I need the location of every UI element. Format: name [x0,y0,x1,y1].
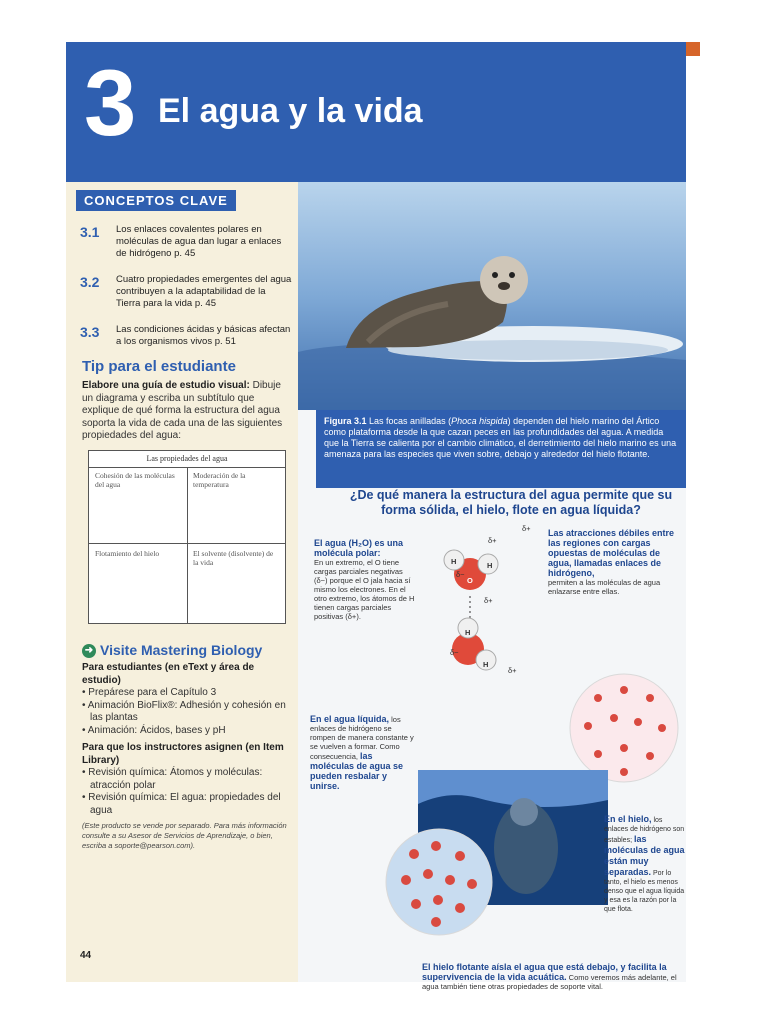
polar-molecule-label [314,538,416,621]
table-cell: Moderación de la temperatura [193,471,246,489]
atom-label: H [487,561,493,570]
chapter-number: 3 [84,50,137,155]
caption-text-a: Las focas anilladas ( [369,416,452,426]
atom-label: O [467,576,473,585]
chapter-header [66,42,686,182]
table-cell: Cohesión de las moléculas del agua [95,471,175,489]
liquid-water-title: En el agua líquida, [310,714,390,724]
textbook-page [66,42,686,991]
hydrogen-bonds-title: Las atracciones débiles entre las regiones con cargas opuestas de moléculas de agua, llamadas enlaces de hidrógeno, [548,528,675,578]
water-structure-diagram [298,518,686,982]
atom-label: H [465,628,471,637]
diagram-question: ¿De qué manera la estructura del agua permite que su forma sólida, el hielo, flote en agua líquida? [349,488,673,517]
key-concepts-sidebar [66,182,298,982]
mastering-note: (Este producto se vende por separado. Para más información consulte a su Asesor de Servicios de Aprendizaje, o bien, escriba a soporte@pearson.com). [82,821,287,850]
hydrogen-bonds-label [548,528,678,596]
tip-body: Dibuje un diagrama y escriba un subtítulo que explique de qué forma la estructura del agua soporta la vida de cada una de las siguientes propiedades del agua: [82,380,283,441]
arrow-right-icon: ➜ [82,644,96,658]
ice-label [604,814,686,914]
atom-label: H [483,660,489,669]
concept-item [80,324,290,354]
charge-label: δ+ [484,596,493,605]
liquid-water-label [310,714,414,791]
polar-molecule-text: En un extremo, el O tiene cargas parciales negativas (δ−) porque el O jala hacia sí mismo los electrones. En el otro extremo, los átomos de H tienen cargas parciales positivas (δ+). [314,558,415,621]
concept-number: 3.3 [80,324,100,340]
concept-text: Cuatro propiedades emergentes del agua contribuyen a la adaptabilidad de la Tierra para la vida p. 45 [116,274,292,309]
students-heading: Para estudiantes (en eText y área de estudio) [82,662,255,686]
properties-table [88,450,286,624]
table-divider [89,543,285,544]
concept-item [80,224,290,268]
seal-photo [298,182,686,410]
key-concepts-heading: CONCEPTOS CLAVE [76,190,236,211]
list-item: • Prepárese para el Capítulo 3 [82,687,217,698]
mastering-biology-title [82,642,262,658]
species-name: Phoca hispida [451,416,508,426]
charge-label: δ+ [488,536,497,545]
floating-ice-title: El hielo flotante aísla el agua que está debajo, y facilita la supervivencia de la vida acuática. [422,962,667,982]
table-title: Las propiedades del agua [89,451,285,468]
chapter-title: El agua y la vida [158,92,423,130]
concept-number: 3.1 [80,224,100,240]
floating-ice-label [422,962,688,991]
tip-lead: Elabore una guía de estudio visual: [82,380,250,391]
table-divider [187,467,188,623]
polar-molecule-title: El agua (H₂O) es una molécula polar: [314,538,404,558]
liquid-water-illustration [384,824,494,940]
list-item: • Animación: Ácidos, bases y pH [82,724,226,736]
ice-text: los enlaces de hidrógeno son estables; [604,817,685,844]
table-cell: El solvente (disolvente) de la vida [193,549,274,567]
page-number: 44 [80,950,92,961]
instructors-heading: Para que los instructores asignen (en Item Library) [82,742,284,766]
concept-text: Las condiciones ácidas y básicas afectan a los organismos vivos p. 51 [116,324,291,347]
charge-label: δ+ [522,524,531,533]
figure-label: Figura 3.1 [324,416,367,426]
concept-number: 3.2 [80,274,100,290]
charge-label: δ− [450,648,459,657]
mastering-title-text: Visite Mastering Biology [100,642,263,658]
tip-text [82,380,292,443]
figure-caption [316,410,686,488]
list-item: • Revisión química: El agua: propiedades del agua [82,792,281,816]
list-item: • Revisión química: Átomos y moléculas: atracción polar [82,767,263,791]
charge-label: δ+ [508,666,517,675]
hydrogen-bonds-text: permiten a las moléculas de agua enlazarse entre ellas. [548,578,661,596]
ice-text-2: Por lo tanto, el hielo es menos denso que el agua líquida y esa es la razón por la que flota. [604,870,685,913]
list-item: • Animación BioFlix®: Adhesión y cohesión en las plantas [82,699,286,723]
atom-label: H [451,557,457,566]
concept-item [80,274,290,318]
caption-text-b: ) dependen del hielo marino del Ártico como plataforma desde la que cazan peces en las profundidades del agua. A medida que la Tierra se calienta por el cambio climático, el derretimiento del hielo marino es una amenaza para las especies que viven sobre, debajo y alrededor del hielo flotante. [324,416,677,459]
concept-text: Los enlaces covalentes polares en moléculas de agua dan lugar a enlaces de hidrógeno p. 45 [116,224,282,259]
table-cell: Flotamiento del hielo [95,549,160,558]
tip-title: Tip para el estudiante [82,358,236,375]
mastering-biology-body [82,662,292,851]
ice-title: En el hielo, [604,814,652,824]
floating-ice-text: Como veremos más adelante, el agua también tiene otras propiedades de soporte vital. [422,973,677,991]
ice-conclusion: las moléculas de agua están muy separadas. [604,834,685,877]
liquid-water-conclusion: las moléculas de agua se pueden resbalar y unirse. [310,751,404,791]
charge-label: δ− [456,570,465,579]
liquid-water-text: los enlaces de hidrógeno se rompen de manera constante y se vuelven a formar. Como consecuencia, [310,715,414,761]
